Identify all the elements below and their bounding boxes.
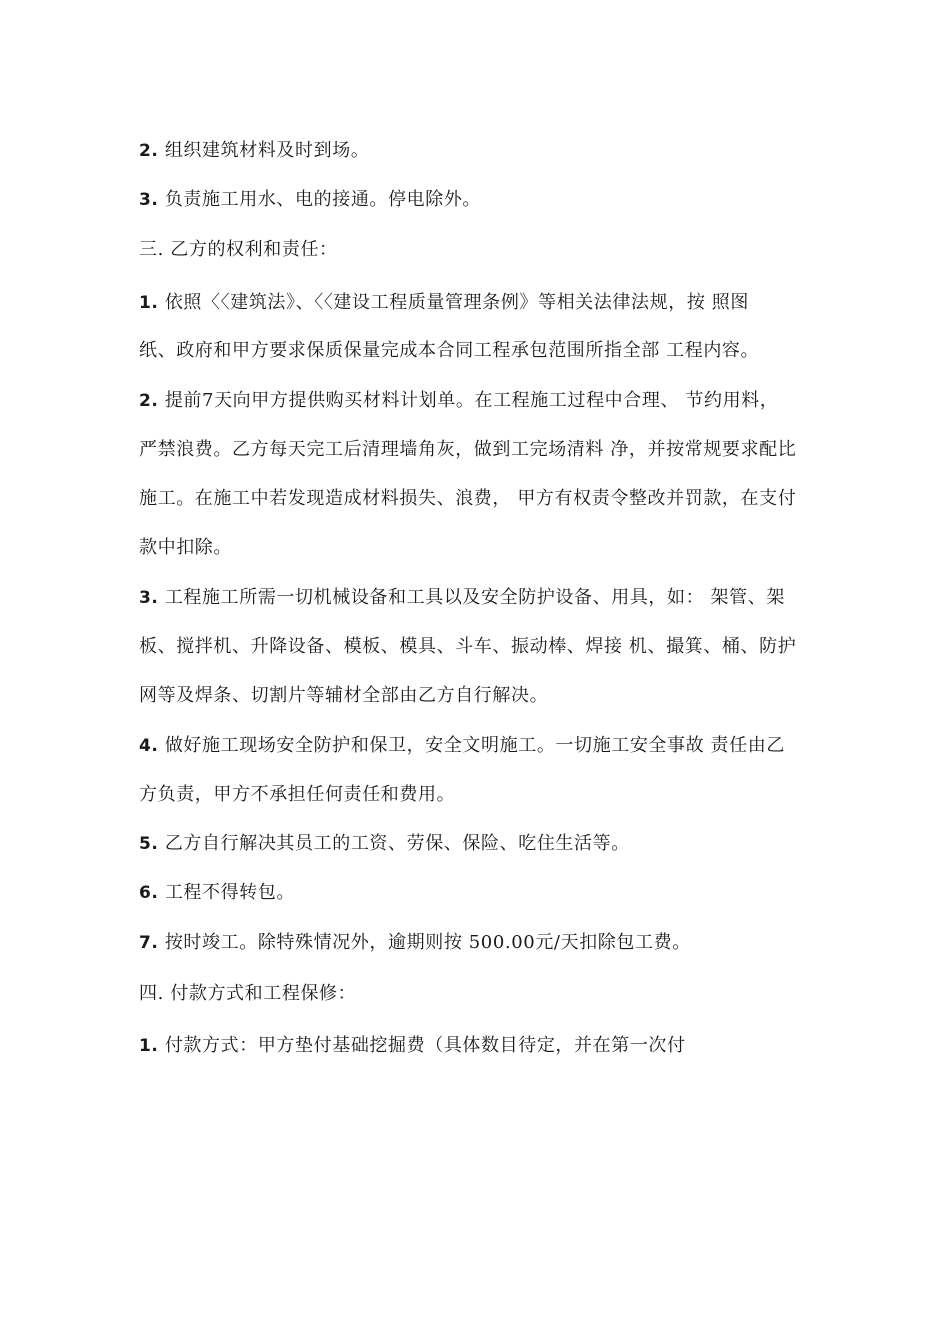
item-number: 1.	[139, 1036, 159, 1056]
item-number: 7.	[139, 933, 159, 953]
item-text: 组织建筑材料及时到场。	[158, 140, 370, 161]
list-item	[139, 931, 819, 955]
list-item	[139, 389, 819, 413]
item-text: 乙方自行解决其员工的工资、劳保、保险、吃住生活等。	[158, 833, 630, 854]
line-text: 施工。在施工中若发现造成材料损失、浪费， 甲方有权责令整改并罚款，在支付	[139, 488, 797, 509]
list-item	[139, 291, 819, 315]
section-heading	[139, 238, 819, 262]
item-text: 付款方式：甲方垫付基础挖掘费（具体数目待定，并在第一次付	[158, 1035, 686, 1056]
item-number: 2.	[139, 141, 159, 161]
paragraph-line	[139, 536, 819, 560]
list-item	[139, 1034, 819, 1058]
line-text: 方负责，甲方不承担任何责任和费用。	[139, 784, 456, 805]
paragraph-line	[139, 635, 819, 659]
heading-text: 三. 乙方的权利和责任：	[139, 239, 338, 260]
paragraph-line	[139, 487, 819, 511]
item-number: 4.	[139, 736, 159, 756]
item-text: 依照〈〈建筑法》、〈〈建设工程质量管理条例》等相关法律法规，按 照图	[158, 292, 749, 313]
item-text: 做好施工现场安全防护和保卫，安全文明施工。一切施工安全事故 责任由乙	[158, 735, 785, 756]
list-item	[139, 188, 819, 212]
line-text: 板、搅拌机、升降设备、模板、模具、斗车、振动棒、焊接 机、撮箕、桶、防护	[139, 636, 797, 657]
item-text: 工程施工所需一切机械设备和工具以及安全防护设备、用具，如： 架管、架	[158, 587, 785, 608]
list-item	[139, 139, 819, 163]
list-item	[139, 881, 819, 905]
item-text: 提前7天向甲方提供购买材料计划单。在工程施工过程中合理、 节约用料，	[158, 390, 779, 411]
item-text: 工程不得转包。	[158, 882, 296, 903]
paragraph-line	[139, 684, 819, 708]
item-number: 3.	[139, 190, 159, 210]
item-number: 1.	[139, 293, 159, 313]
line-text: 款中扣除。	[139, 537, 232, 558]
item-text: 负责施工用水、电的接通。停电除外。	[158, 189, 482, 210]
line-text: 网等及焊条、切割片等辅材全部由乙方自行解决。	[139, 685, 549, 706]
list-item	[139, 734, 819, 758]
item-number: 3.	[139, 588, 159, 608]
list-item	[139, 586, 819, 610]
list-item	[139, 832, 819, 856]
paragraph-line	[139, 339, 819, 363]
item-number: 6.	[139, 883, 159, 903]
paragraph-line	[139, 438, 819, 462]
line-text: 严禁浪费。乙方每天完工后清理墙角灰，做到工完场清料 净，并按常规要求配比	[139, 439, 797, 460]
item-text: 按时竣工。除特殊情况外，逾期则按 500.00元/天扣除包工费。	[158, 932, 691, 953]
item-number: 2.	[139, 391, 159, 411]
section-heading	[139, 982, 819, 1006]
heading-text: 四. 付款方式和工程保修：	[139, 983, 357, 1004]
line-text: 纸、政府和甲方要求保质保量完成本合同工程承包范围所指全部 工程内容。	[139, 340, 760, 361]
item-number: 5.	[139, 834, 159, 854]
paragraph-line	[139, 783, 819, 807]
